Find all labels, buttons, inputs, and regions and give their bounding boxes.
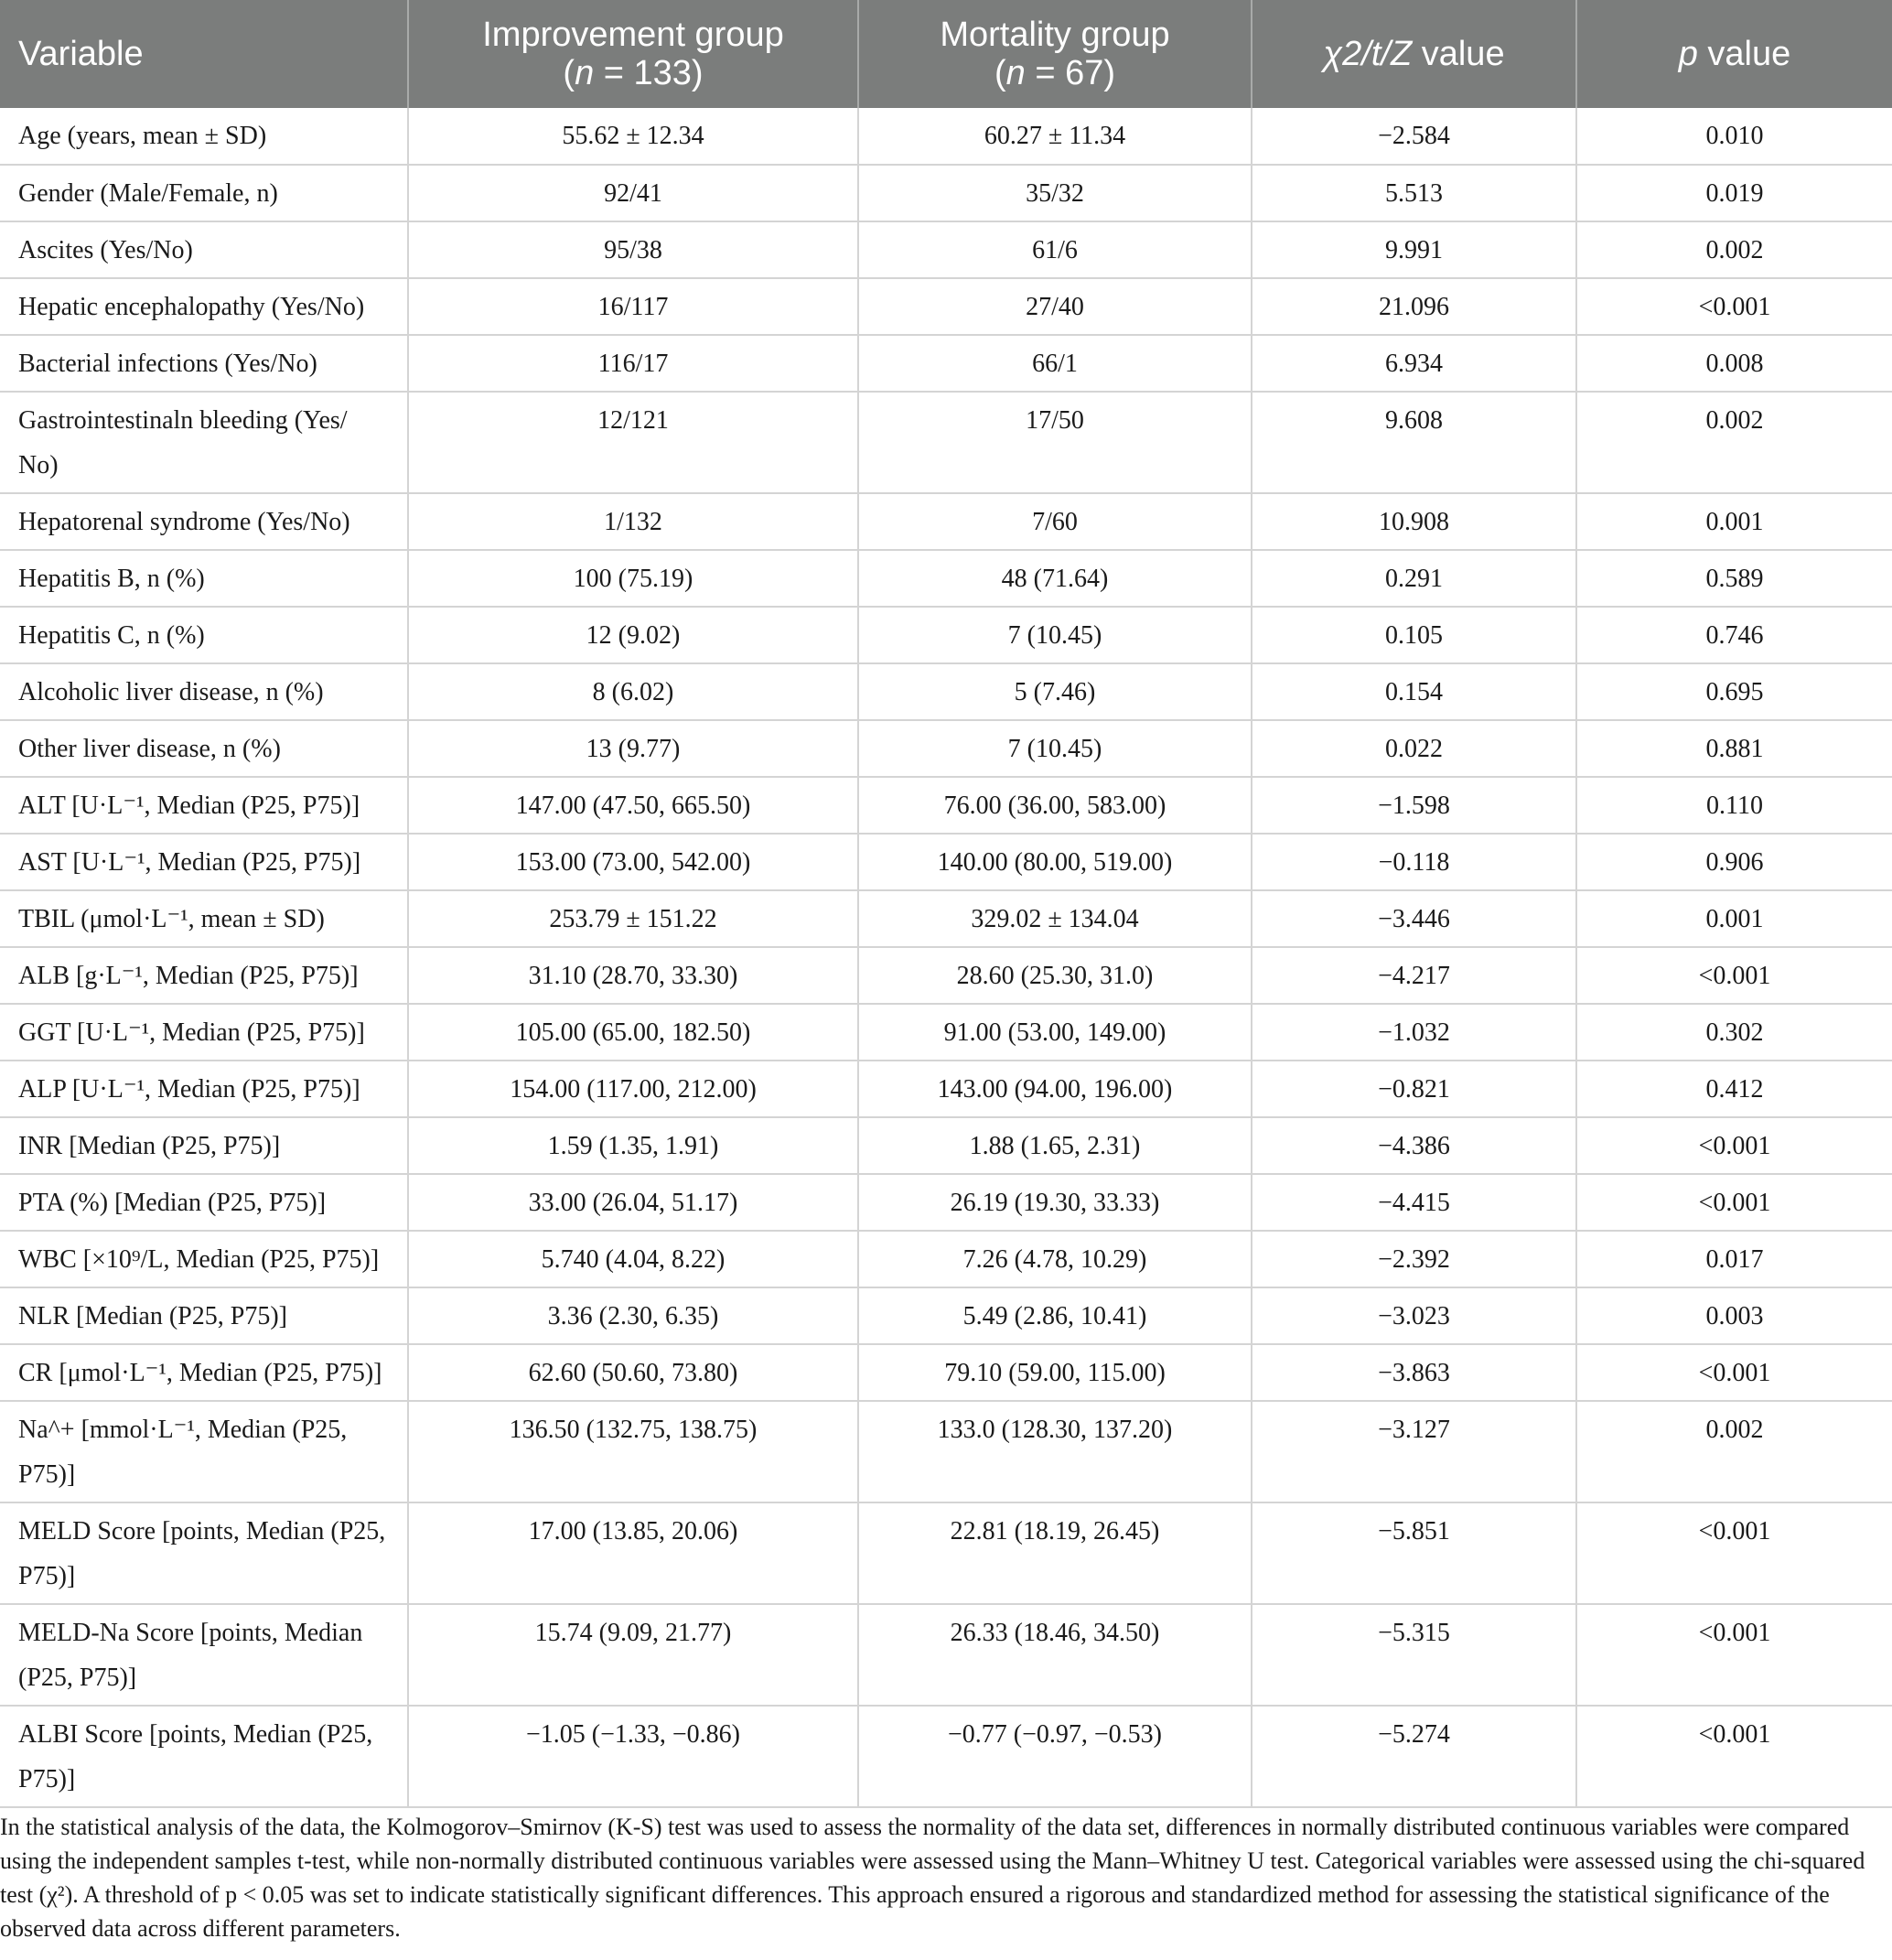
row-p-value: 0.906 xyxy=(1576,834,1892,890)
row-p-value: <0.001 xyxy=(1576,1174,1892,1231)
row-variable: PTA (%) [Median (P25, P75)] xyxy=(0,1174,408,1231)
row-variable: ALP [U·L⁻¹, Median (P25, P75)] xyxy=(0,1061,408,1117)
table-footnote: In the statistical analysis of the data, the Kolmogorov–Smirnov (K-S) test was used to assess the normality of the data set, differences in normally distributed continuous variables were compared using the independent samples t-test, while non-normally distributed continuous variables were assessed using the Mann–Whitney U test. Categorical variables were assessed using the chi-squared test (χ²). A threshold of p < 0.05 was set to indicate statistically significant differences. This approach ensured a rigorous and standardized method for assessing the statistical significance of the observed data across different parameters. xyxy=(0,1814,1865,1942)
table-row xyxy=(0,834,1892,890)
row-improvement-value: 92/41 xyxy=(408,165,858,221)
row-test-statistic: 5.513 xyxy=(1252,165,1576,221)
row-mortality-value: 1.88 (1.65, 2.31) xyxy=(858,1117,1252,1174)
table-row xyxy=(0,607,1892,663)
row-variable: MELD-Na Score [points, Median (P25, P75)] xyxy=(0,1604,408,1706)
table-row xyxy=(0,1004,1892,1061)
row-improvement-value: 116/17 xyxy=(408,335,858,392)
row-variable: Gender (Male/Female, n) xyxy=(0,165,408,221)
row-improvement-value: 154.00 (117.00, 212.00) xyxy=(408,1061,858,1117)
row-p-value: <0.001 xyxy=(1576,1502,1892,1604)
row-p-value: 0.110 xyxy=(1576,777,1892,834)
row-improvement-value: 3.36 (2.30, 6.35) xyxy=(408,1287,858,1344)
row-variable: Na^+ [mmol·L⁻¹, Median (P25, P75)] xyxy=(0,1401,408,1502)
table-row xyxy=(0,165,1892,221)
row-variable: ALBI Score [points, Median (P25, P75)] xyxy=(0,1706,408,1807)
row-mortality-value: 61/6 xyxy=(858,221,1252,278)
row-p-value: <0.001 xyxy=(1576,1344,1892,1401)
table-row xyxy=(0,1117,1892,1174)
header-p-value: p value xyxy=(1576,0,1892,108)
row-improvement-value: 147.00 (47.50, 665.50) xyxy=(408,777,858,834)
row-mortality-value: 91.00 (53.00, 149.00) xyxy=(858,1004,1252,1061)
row-mortality-value: 133.0 (128.30, 137.20) xyxy=(858,1401,1252,1502)
table-row xyxy=(0,108,1892,165)
row-mortality-value: 7 (10.45) xyxy=(858,607,1252,663)
row-variable: NLR [Median (P25, P75)] xyxy=(0,1287,408,1344)
row-mortality-value: 28.60 (25.30, 31.0) xyxy=(858,947,1252,1004)
row-p-value: 0.695 xyxy=(1576,663,1892,720)
row-mortality-value: 76.00 (36.00, 583.00) xyxy=(858,777,1252,834)
row-improvement-value: 33.00 (26.04, 51.17) xyxy=(408,1174,858,1231)
row-test-statistic: −1.598 xyxy=(1252,777,1576,834)
row-mortality-value: 329.02 ± 134.04 xyxy=(858,890,1252,947)
row-improvement-value: −1.05 (−1.33, −0.86) xyxy=(408,1706,858,1807)
row-p-value: 0.881 xyxy=(1576,720,1892,777)
row-test-statistic: 0.022 xyxy=(1252,720,1576,777)
table-row xyxy=(0,1706,1892,1807)
row-improvement-value: 100 (75.19) xyxy=(408,550,858,607)
row-p-value: 0.589 xyxy=(1576,550,1892,607)
table-row xyxy=(0,1604,1892,1706)
table-row xyxy=(0,777,1892,834)
row-mortality-value: 66/1 xyxy=(858,335,1252,392)
row-variable: MELD Score [points, Median (P25, P75)] xyxy=(0,1502,408,1604)
row-mortality-value: 48 (71.64) xyxy=(858,550,1252,607)
row-mortality-value: −0.77 (−0.97, −0.53) xyxy=(858,1706,1252,1807)
row-improvement-value: 13 (9.77) xyxy=(408,720,858,777)
row-mortality-value: 7 (10.45) xyxy=(858,720,1252,777)
row-mortality-value: 79.10 (59.00, 115.00) xyxy=(858,1344,1252,1401)
table-row xyxy=(0,1344,1892,1401)
row-variable: Age (years, mean ± SD) xyxy=(0,108,408,165)
row-variable: ALB [g·L⁻¹, Median (P25, P75)] xyxy=(0,947,408,1004)
row-mortality-value: 26.19 (19.30, 33.33) xyxy=(858,1174,1252,1231)
row-variable: Ascites (Yes/No) xyxy=(0,221,408,278)
row-test-statistic: −5.315 xyxy=(1252,1604,1576,1706)
row-variable: INR [Median (P25, P75)] xyxy=(0,1117,408,1174)
row-test-statistic: 0.291 xyxy=(1252,550,1576,607)
row-p-value: <0.001 xyxy=(1576,278,1892,335)
row-test-statistic: 21.096 xyxy=(1252,278,1576,335)
row-variable: Alcoholic liver disease, n (%) xyxy=(0,663,408,720)
row-p-value: 0.003 xyxy=(1576,1287,1892,1344)
table-row xyxy=(0,1287,1892,1344)
row-improvement-value: 153.00 (73.00, 542.00) xyxy=(408,834,858,890)
row-test-statistic: −0.821 xyxy=(1252,1061,1576,1117)
row-test-statistic: −2.584 xyxy=(1252,108,1576,165)
table-body xyxy=(0,108,1892,1807)
row-p-value: 0.001 xyxy=(1576,493,1892,550)
row-improvement-value: 95/38 xyxy=(408,221,858,278)
row-test-statistic: 0.154 xyxy=(1252,663,1576,720)
row-p-value: <0.001 xyxy=(1576,1117,1892,1174)
row-improvement-value: 1.59 (1.35, 1.91) xyxy=(408,1117,858,1174)
row-improvement-value: 31.10 (28.70, 33.30) xyxy=(408,947,858,1004)
row-mortality-value: 5 (7.46) xyxy=(858,663,1252,720)
row-mortality-value: 26.33 (18.46, 34.50) xyxy=(858,1604,1252,1706)
row-test-statistic: −4.217 xyxy=(1252,947,1576,1004)
header-improvement-group: Improvement group (n = 133) xyxy=(408,0,858,108)
row-test-statistic: −5.274 xyxy=(1252,1706,1576,1807)
row-p-value: 0.002 xyxy=(1576,392,1892,493)
row-improvement-value: 5.740 (4.04, 8.22) xyxy=(408,1231,858,1287)
row-p-value: 0.302 xyxy=(1576,1004,1892,1061)
row-improvement-value: 62.60 (50.60, 73.80) xyxy=(408,1344,858,1401)
row-p-value: 0.412 xyxy=(1576,1061,1892,1117)
row-variable: TBIL (μmol·L⁻¹, mean ± SD) xyxy=(0,890,408,947)
row-improvement-value: 55.62 ± 12.34 xyxy=(408,108,858,165)
row-p-value: 0.019 xyxy=(1576,165,1892,221)
row-p-value: <0.001 xyxy=(1576,947,1892,1004)
row-test-statistic: −3.446 xyxy=(1252,890,1576,947)
table-header xyxy=(0,0,1892,108)
row-p-value: <0.001 xyxy=(1576,1706,1892,1807)
row-improvement-value: 12 (9.02) xyxy=(408,607,858,663)
table-row xyxy=(0,890,1892,947)
table-row xyxy=(0,392,1892,493)
row-improvement-value: 15.74 (9.09, 21.77) xyxy=(408,1604,858,1706)
row-p-value: 0.002 xyxy=(1576,1401,1892,1502)
row-p-value: 0.001 xyxy=(1576,890,1892,947)
row-improvement-value: 136.50 (132.75, 138.75) xyxy=(408,1401,858,1502)
row-test-statistic: 0.105 xyxy=(1252,607,1576,663)
row-variable: Gastrointestinaln bleeding (Yes/ No) xyxy=(0,392,408,493)
row-test-statistic: −4.386 xyxy=(1252,1117,1576,1174)
row-variable: Hepatic encephalopathy (Yes/No) xyxy=(0,278,408,335)
table-row xyxy=(0,663,1892,720)
row-p-value: 0.017 xyxy=(1576,1231,1892,1287)
table-row xyxy=(0,221,1892,278)
row-variable: Bacterial infections (Yes/No) xyxy=(0,335,408,392)
table-row xyxy=(0,493,1892,550)
row-variable: CR [μmol·L⁻¹, Median (P25, P75)] xyxy=(0,1344,408,1401)
row-mortality-value: 5.49 (2.86, 10.41) xyxy=(858,1287,1252,1344)
row-p-value: 0.010 xyxy=(1576,108,1892,165)
row-mortality-value: 140.00 (80.00, 519.00) xyxy=(858,834,1252,890)
header-mortality-group: Mortality group (n = 67) xyxy=(858,0,1252,108)
row-test-statistic: −3.127 xyxy=(1252,1401,1576,1502)
row-test-statistic: −5.851 xyxy=(1252,1502,1576,1604)
row-variable: GGT [U·L⁻¹, Median (P25, P75)] xyxy=(0,1004,408,1061)
row-mortality-value: 27/40 xyxy=(858,278,1252,335)
row-test-statistic: 9.608 xyxy=(1252,392,1576,493)
row-improvement-value: 105.00 (65.00, 182.50) xyxy=(408,1004,858,1061)
row-variable: AST [U·L⁻¹, Median (P25, P75)] xyxy=(0,834,408,890)
header-variable: Variable xyxy=(0,0,408,108)
row-p-value: <0.001 xyxy=(1576,1604,1892,1706)
row-improvement-value: 253.79 ± 151.22 xyxy=(408,890,858,947)
row-p-value: 0.002 xyxy=(1576,221,1892,278)
table-row xyxy=(0,1401,1892,1502)
row-variable: ALT [U·L⁻¹, Median (P25, P75)] xyxy=(0,777,408,834)
row-mortality-value: 143.00 (94.00, 196.00) xyxy=(858,1061,1252,1117)
table-row xyxy=(0,278,1892,335)
table-row xyxy=(0,1061,1892,1117)
table-row xyxy=(0,1174,1892,1231)
row-test-statistic: −1.032 xyxy=(1252,1004,1576,1061)
table-row xyxy=(0,1231,1892,1287)
row-mortality-value: 7.26 (4.78, 10.29) xyxy=(858,1231,1252,1287)
row-mortality-value: 7/60 xyxy=(858,493,1252,550)
row-mortality-value: 60.27 ± 11.34 xyxy=(858,108,1252,165)
row-test-statistic: −3.863 xyxy=(1252,1344,1576,1401)
row-p-value: 0.746 xyxy=(1576,607,1892,663)
row-test-statistic: 9.991 xyxy=(1252,221,1576,278)
row-test-statistic: −4.415 xyxy=(1252,1174,1576,1231)
row-improvement-value: 1/132 xyxy=(408,493,858,550)
table-row xyxy=(0,335,1892,392)
row-variable: Hepatorenal syndrome (Yes/No) xyxy=(0,493,408,550)
table-row xyxy=(0,1502,1892,1604)
row-variable: Hepatitis C, n (%) xyxy=(0,607,408,663)
table-row xyxy=(0,947,1892,1004)
row-test-statistic: −3.023 xyxy=(1252,1287,1576,1344)
row-variable: Other liver disease, n (%) xyxy=(0,720,408,777)
row-variable: Hepatitis B, n (%) xyxy=(0,550,408,607)
row-test-statistic: −2.392 xyxy=(1252,1231,1576,1287)
header-test-statistic: χ2/t/Z value xyxy=(1252,0,1576,108)
row-mortality-value: 35/32 xyxy=(858,165,1252,221)
row-test-statistic: −0.118 xyxy=(1252,834,1576,890)
table-row xyxy=(0,720,1892,777)
row-p-value: 0.008 xyxy=(1576,335,1892,392)
row-variable: WBC [×10⁹/L, Median (P25, P75)] xyxy=(0,1231,408,1287)
row-mortality-value: 17/50 xyxy=(858,392,1252,493)
table-row xyxy=(0,550,1892,607)
row-test-statistic: 10.908 xyxy=(1252,493,1576,550)
row-improvement-value: 16/117 xyxy=(408,278,858,335)
row-improvement-value: 12/121 xyxy=(408,392,858,493)
row-test-statistic: 6.934 xyxy=(1252,335,1576,392)
row-mortality-value: 22.81 (18.19, 26.45) xyxy=(858,1502,1252,1604)
row-improvement-value: 8 (6.02) xyxy=(408,663,858,720)
row-improvement-value: 17.00 (13.85, 20.06) xyxy=(408,1502,858,1604)
